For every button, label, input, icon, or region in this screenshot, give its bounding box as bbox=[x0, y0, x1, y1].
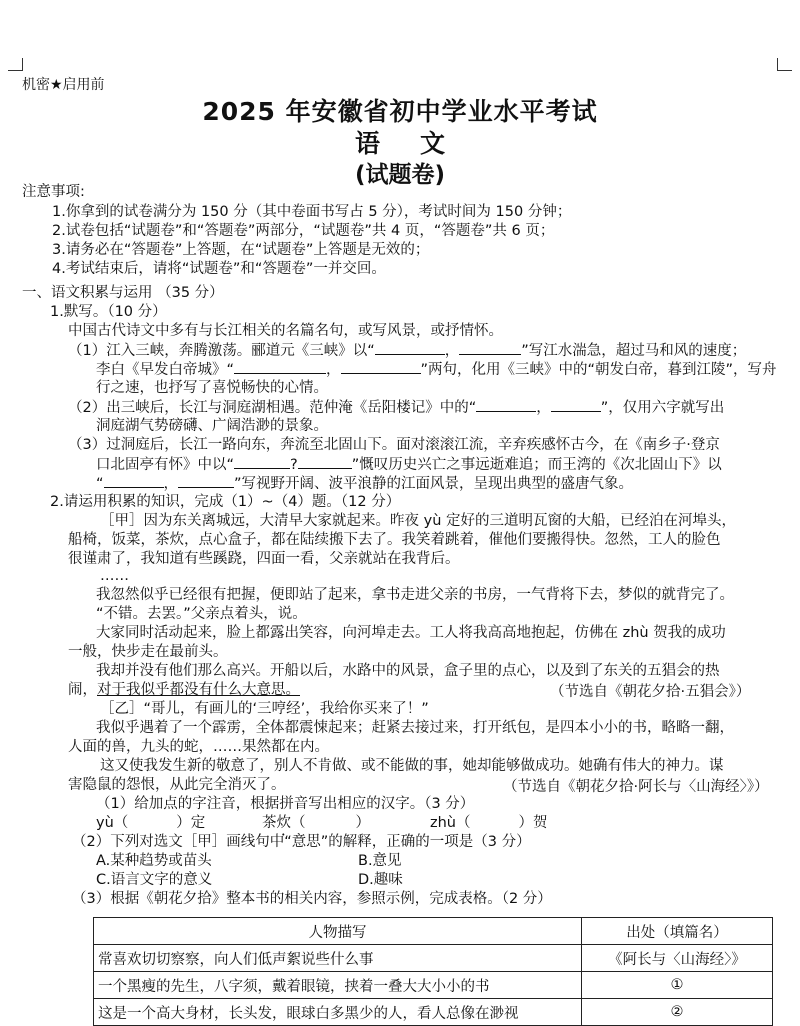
pinyin-item-yu: yù（ ）定 bbox=[96, 815, 206, 831]
answer-blank[interactable] bbox=[104, 473, 164, 488]
exam-title: 2025 年安徽省初中学业水平考试 bbox=[202, 97, 598, 126]
notice-item: 2.试卷包括“试题卷”和“答题卷”两部分，“试题卷”共 4 页，“答题卷”共 6 页； bbox=[52, 223, 555, 239]
answer-blank[interactable] bbox=[551, 397, 601, 412]
answer-blank[interactable] bbox=[459, 340, 521, 355]
passage-jia-source: （节选自《朝花夕拾·五猖会》） bbox=[550, 684, 751, 700]
passage-yi-line: 害隐鼠的怨恨，从此完全消灭了。 bbox=[68, 777, 286, 793]
underlined-sentence: 对于我似乎都没有什么大意思。 bbox=[97, 682, 300, 698]
dotted-character: 炊 bbox=[276, 815, 291, 831]
q1-part3-line3: “ ， ”写视野开阔、波平浪静的江面风景，呈现出典型的盛唐气象。 bbox=[96, 473, 633, 494]
crop-mark-right bbox=[777, 58, 792, 71]
answer-blank[interactable] bbox=[298, 454, 352, 469]
answer-blank[interactable] bbox=[234, 454, 290, 469]
passage-yi-source: （节选自《朝花夕拾·阿长与〈山海经〉》） bbox=[503, 779, 769, 795]
q1-part2-line2: 洞庭湖气势磅礴、广阔浩渺的景象。 bbox=[96, 418, 328, 434]
passage-jia-line: 我忽然似乎已经很有把握，便即站了起来，拿书走进父亲的书房，一气背将下去，梦似的就背完了。 bbox=[96, 587, 734, 603]
cell-description: 一个黑瘦的先生，八字须，戴着眼镜，挟着一叠大大小小的书 bbox=[94, 972, 582, 999]
passage-jia-line: 大家同时活动起来，脸上都露出笑容，向河埠走去。工人将我高高地抱起，仿佛在 zhù 贺我的成功 bbox=[96, 625, 726, 641]
cell-description: 常喜欢切切察察，向人们低声絮说些什么事 bbox=[94, 945, 582, 972]
passage-yi-line: 人面的兽，九头的蛇，……果然都在内。 bbox=[68, 739, 329, 755]
q1-part3-line2: 口北固亭有怀》中以“ ? ”慨叹历史兴亡之事远逝难追；而王湾的《次北固山下》以 bbox=[96, 454, 722, 475]
passage-jia-line: 我却并没有他们那么高兴。开船以后，水路中的风景，盒子里的点心，以及到了东关的五猖会的热 bbox=[96, 663, 720, 679]
q1-part3-line1: （3）过洞庭后，长江一路向东，奔流至北固山下。面对滚滚江流，辛弃疾感怀古今，在《南乡子·登京 bbox=[68, 437, 720, 453]
option-a: A.某种趋势或苗头 bbox=[96, 853, 212, 869]
sub-question-3: （3）根据《朝花夕拾》整本书的相关内容，参照示例，完成表格。（2 分） bbox=[72, 891, 552, 907]
question-2-label: 2.请运用积累的知识，完成（1）~（4）题。（12 分） bbox=[50, 494, 401, 510]
passage-jia-line: 很谨肃了，我知道有些蹊跷，四面一看，父亲就站在我背后。 bbox=[68, 551, 460, 567]
cell-source: 《阿长与〈山海经〉》 bbox=[582, 945, 773, 972]
table-row bbox=[94, 972, 773, 999]
q1-part1-line2: 李白《早发白帝城》“ ， ”两句，化用《三峡》中的“朝发白帝，暮到江陵”，写舟 bbox=[96, 359, 777, 380]
cell-source[interactable]: ② bbox=[582, 999, 773, 1026]
passage-jia-line: 一般，快步走在最前头。 bbox=[68, 644, 228, 660]
q1-part1-line1: （1）江入三峡，奔腾激荡。郦道元《三峡》以“ ， ”写江水湍急，超过马和风的速度； bbox=[68, 340, 746, 361]
paper-type: (试题卷) bbox=[354, 162, 446, 188]
answer-blank[interactable] bbox=[375, 340, 445, 355]
notice-item: 4.考试结束后，请将“试题卷”和“答题卷”一并交回。 bbox=[52, 261, 386, 277]
cell-description: 这是一个高大身材，长头发，眼球白多黑少的人，看人总像在渺视 bbox=[94, 999, 582, 1026]
passage-jia-line: 闹，对于我似乎都没有什么大意思。 bbox=[68, 682, 300, 698]
table-row bbox=[94, 999, 773, 1026]
passage-yi-line: ［乙］“哥儿，有画儿的‘三哼经’，我给你买来了！” bbox=[100, 701, 429, 717]
passage-jia-line: ［甲］因为东关离城远，大清早大家就起来。昨夜 yù 定好的三道明瓦窗的大船，已经泊在河埠头， bbox=[100, 513, 736, 529]
passage-yi-line: 这又使我发生新的敬意了，别人不肯做、或不能做的事，她却能够做成功。她确有伟大的神力。谋 bbox=[100, 758, 724, 774]
table-header-row bbox=[94, 918, 773, 945]
answer-blank[interactable] bbox=[234, 359, 326, 374]
passage-jia-line: “不错。去罢。”父亲点着头，说。 bbox=[96, 606, 307, 622]
question-1-intro: 中国古代诗文中多有与长江相关的名篇名句，或写风景，或抒情怀。 bbox=[68, 323, 503, 339]
character-table bbox=[93, 917, 773, 1026]
pinyin-item-zhu: zhù（ ）贺 bbox=[430, 815, 548, 831]
q1-part1-line3: 行之速，也抒写了喜悦畅快的心情。 bbox=[96, 380, 328, 396]
notice-item: 3.请务必在“答题卷”上答题，在“试题卷”上答题是无效的； bbox=[52, 242, 430, 258]
pinyin-item-chui: 茶炊（ ） bbox=[262, 815, 370, 831]
answer-blank[interactable] bbox=[178, 473, 234, 488]
q1-part2-line1: （2）出三峡后，长江与洞庭湖相遇。范仲淹《岳阳楼记》中的“ ， ”，仅用六字就写出 bbox=[68, 397, 724, 418]
answer-blank[interactable] bbox=[341, 359, 421, 374]
passage-jia-line: 船椅，饭菜，茶炊，点心盒子，都在陆续搬下去了。我笑着跳着，催他们要搬得快。忽然，工人的脸色 bbox=[68, 532, 721, 548]
notice-heading: 注意事项: bbox=[22, 184, 85, 200]
passage-yi-line: 我似乎遇着了一个霹雳，全体都震悚起来；赶紧去接过来，打开纸包，是四本小小的书，略略一翻， bbox=[96, 720, 734, 736]
section-heading: 一、语文积累与运用 （35 分） bbox=[22, 285, 224, 301]
cell-source[interactable]: ① bbox=[582, 972, 773, 999]
subject-title: 语文 bbox=[354, 129, 485, 158]
sub-question-1: （1）给加点的字注音，根据拼音写出相应的汉字。（3 分） bbox=[96, 796, 475, 812]
header-source: 出处（填篇名） bbox=[582, 918, 773, 945]
option-d: D.趣味 bbox=[358, 872, 403, 888]
sub-question-2: （2）下列对选文［甲］画线句中“意思”的解释，正确的一项是（3 分） bbox=[72, 834, 531, 850]
passage-ellipsis: …… bbox=[100, 568, 129, 584]
question-1-label: 1.默写。（10 分） bbox=[50, 304, 167, 320]
crop-mark-left bbox=[8, 58, 23, 71]
option-c: C.语言文字的意义 bbox=[96, 872, 213, 888]
option-b: B.意见 bbox=[358, 853, 402, 869]
confidential-label: 机密★启用前 bbox=[22, 77, 105, 93]
notice-item: 1.你拿到的试卷满分为 150 分（其中卷面书写占 5 分），考试时间为 150 分钟； bbox=[52, 204, 572, 220]
table-row bbox=[94, 945, 773, 972]
header-description: 人物描写 bbox=[94, 918, 582, 945]
answer-blank[interactable] bbox=[476, 397, 536, 412]
